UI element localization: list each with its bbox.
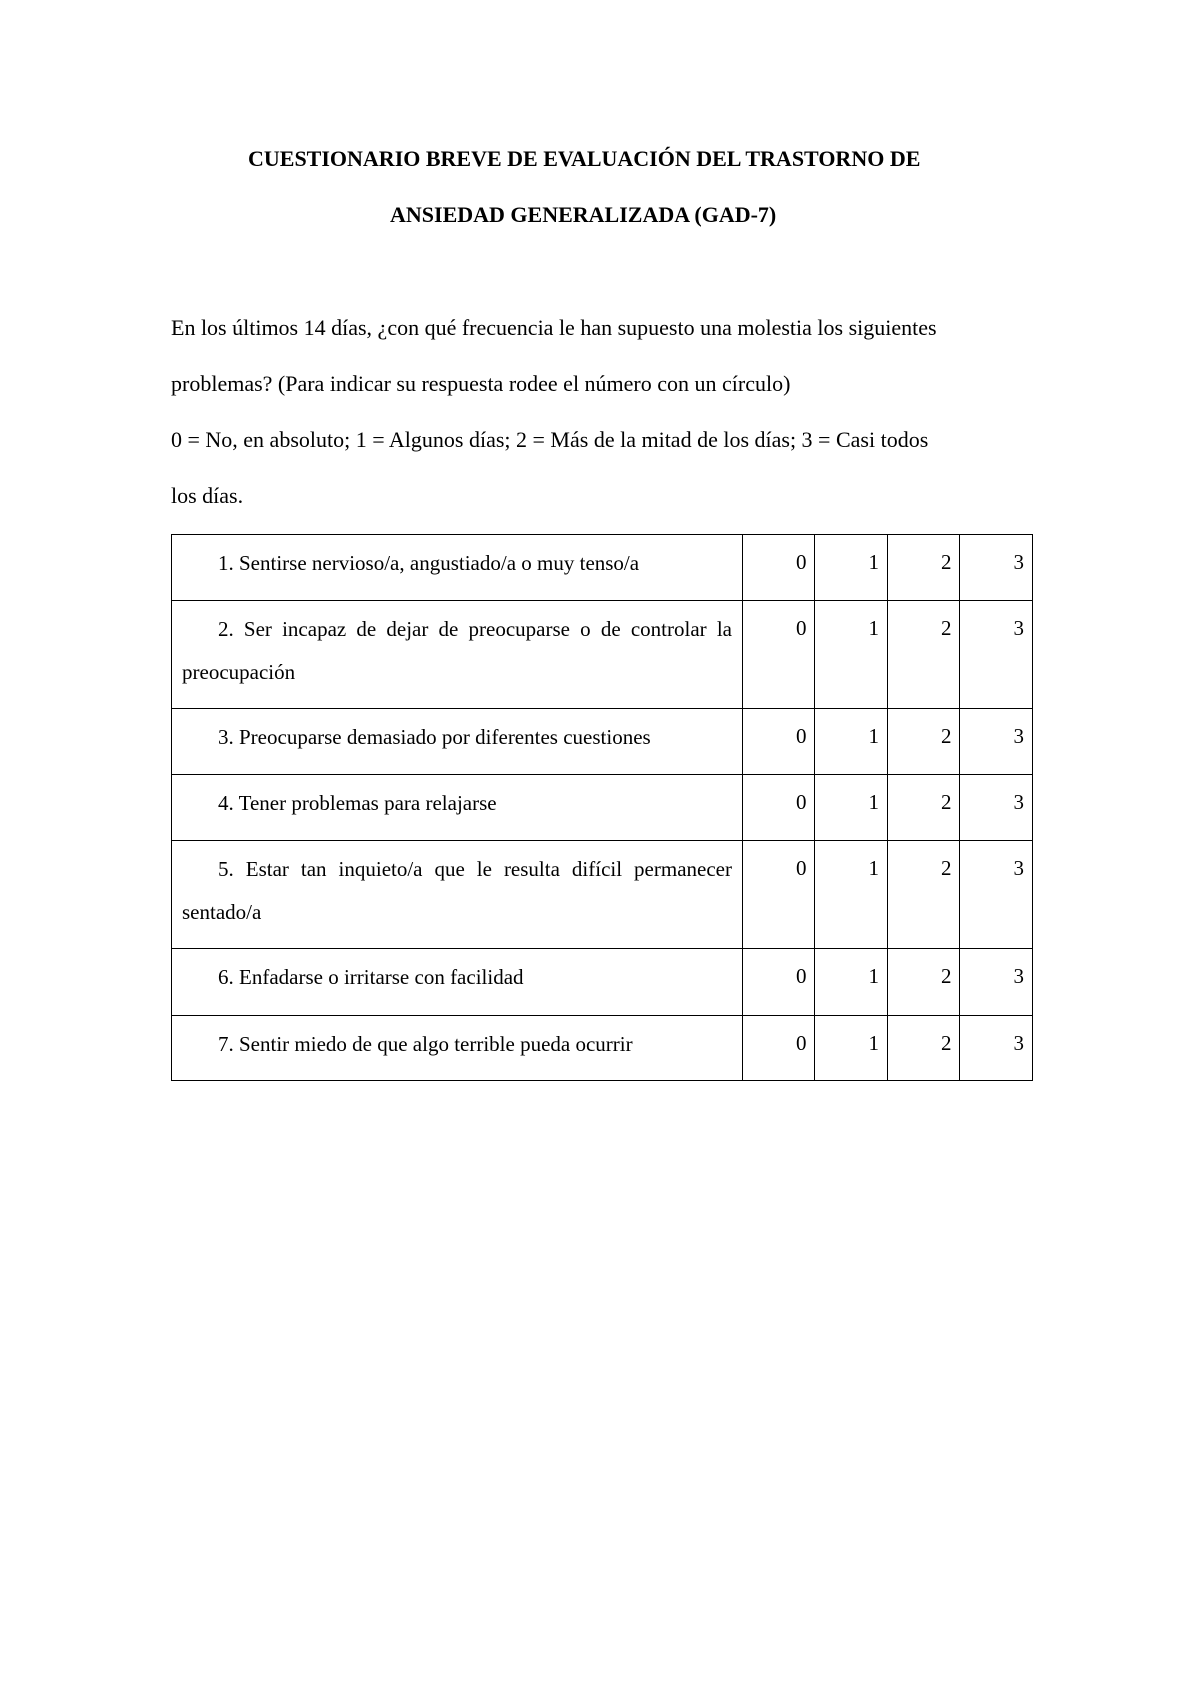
question-text-cell bbox=[172, 535, 743, 601]
answer-option-0[interactable]: 0 bbox=[742, 601, 815, 709]
question-text: 5. Estar tan inquieto/a que le resulta difícil permanecer sentado/a bbox=[182, 857, 732, 924]
answer-option-1[interactable]: 1 bbox=[815, 841, 888, 949]
answer-option-2[interactable]: 2 bbox=[887, 949, 960, 1016]
answer-option-2[interactable]: 2 bbox=[887, 601, 960, 709]
answer-option-3[interactable]: 3 bbox=[960, 841, 1033, 949]
answer-option-2[interactable]: 2 bbox=[887, 1016, 960, 1081]
answer-option-1[interactable]: 1 bbox=[815, 535, 888, 601]
scale-legend-line-2: los días. bbox=[171, 483, 244, 508]
answer-option-3[interactable]: 3 bbox=[960, 601, 1033, 709]
question-text-cell bbox=[172, 841, 743, 949]
answer-option-1[interactable]: 1 bbox=[815, 1016, 888, 1081]
question-row bbox=[172, 709, 1033, 775]
question-row bbox=[172, 601, 1033, 709]
answer-option-1[interactable]: 1 bbox=[815, 949, 888, 1016]
answer-option-0[interactable]: 0 bbox=[742, 535, 815, 601]
answer-option-3[interactable]: 3 bbox=[960, 949, 1033, 1016]
answer-option-3[interactable]: 3 bbox=[960, 709, 1033, 775]
question-text-cell bbox=[172, 775, 743, 841]
answer-option-2[interactable]: 2 bbox=[887, 535, 960, 601]
question-row bbox=[172, 949, 1033, 1016]
answer-option-2[interactable]: 2 bbox=[887, 709, 960, 775]
question-text: 2. Ser incapaz de dejar de preocuparse o de controlar la preocupación bbox=[182, 617, 732, 684]
answer-option-1[interactable]: 1 bbox=[815, 601, 888, 709]
question-text-cell bbox=[172, 709, 743, 775]
answer-option-0[interactable]: 0 bbox=[742, 775, 815, 841]
instructions-line-2: problemas? (Para indicar su respuesta rodee el número con un círculo) bbox=[171, 371, 791, 396]
answer-option-3[interactable]: 3 bbox=[960, 775, 1033, 841]
question-text-cell bbox=[172, 601, 743, 709]
answer-option-3[interactable]: 3 bbox=[960, 535, 1033, 601]
question-text-cell bbox=[172, 1016, 743, 1081]
answer-option-0[interactable]: 0 bbox=[742, 841, 815, 949]
answer-option-1[interactable]: 1 bbox=[815, 709, 888, 775]
answer-option-3[interactable]: 3 bbox=[960, 1016, 1033, 1081]
document-title-line-2: ANSIEDAD GENERALIZADA (GAD-7) bbox=[390, 202, 777, 227]
instructions-line-1: En los últimos 14 días, ¿con qué frecuencia le han supuesto una molestia los siguientes bbox=[171, 315, 937, 340]
scale-legend-line-1: 0 = No, en absoluto; 1 = Algunos días; 2 = Más de la mitad de los días; 3 = Casi todos bbox=[171, 427, 929, 452]
question-row bbox=[172, 535, 1033, 601]
question-row bbox=[172, 841, 1033, 949]
document-title-line-1: CUESTIONARIO BREVE DE EVALUACIÓN DEL TRASTORNO DE bbox=[248, 146, 921, 171]
answer-option-1[interactable]: 1 bbox=[815, 775, 888, 841]
answer-option-0[interactable]: 0 bbox=[742, 949, 815, 1016]
question-text: 7. Sentir miedo de que algo terrible pueda ocurrir bbox=[218, 1032, 633, 1056]
question-row bbox=[172, 1016, 1033, 1081]
answer-option-0[interactable]: 0 bbox=[742, 1016, 815, 1081]
answer-option-2[interactable]: 2 bbox=[887, 775, 960, 841]
question-text: 6. Enfadarse o irritarse con facilidad bbox=[218, 965, 524, 989]
answer-option-2[interactable]: 2 bbox=[887, 841, 960, 949]
question-row bbox=[172, 775, 1033, 841]
question-text-cell bbox=[172, 949, 743, 1016]
question-text: 1. Sentirse nervioso/a, angustiado/a o muy tenso/a bbox=[218, 551, 640, 575]
question-text: 4. Tener problemas para relajarse bbox=[218, 791, 497, 815]
gad7-question-table bbox=[171, 534, 1033, 1081]
question-text: 3. Preocuparse demasiado por diferentes cuestiones bbox=[218, 725, 651, 749]
answer-option-0[interactable]: 0 bbox=[742, 709, 815, 775]
